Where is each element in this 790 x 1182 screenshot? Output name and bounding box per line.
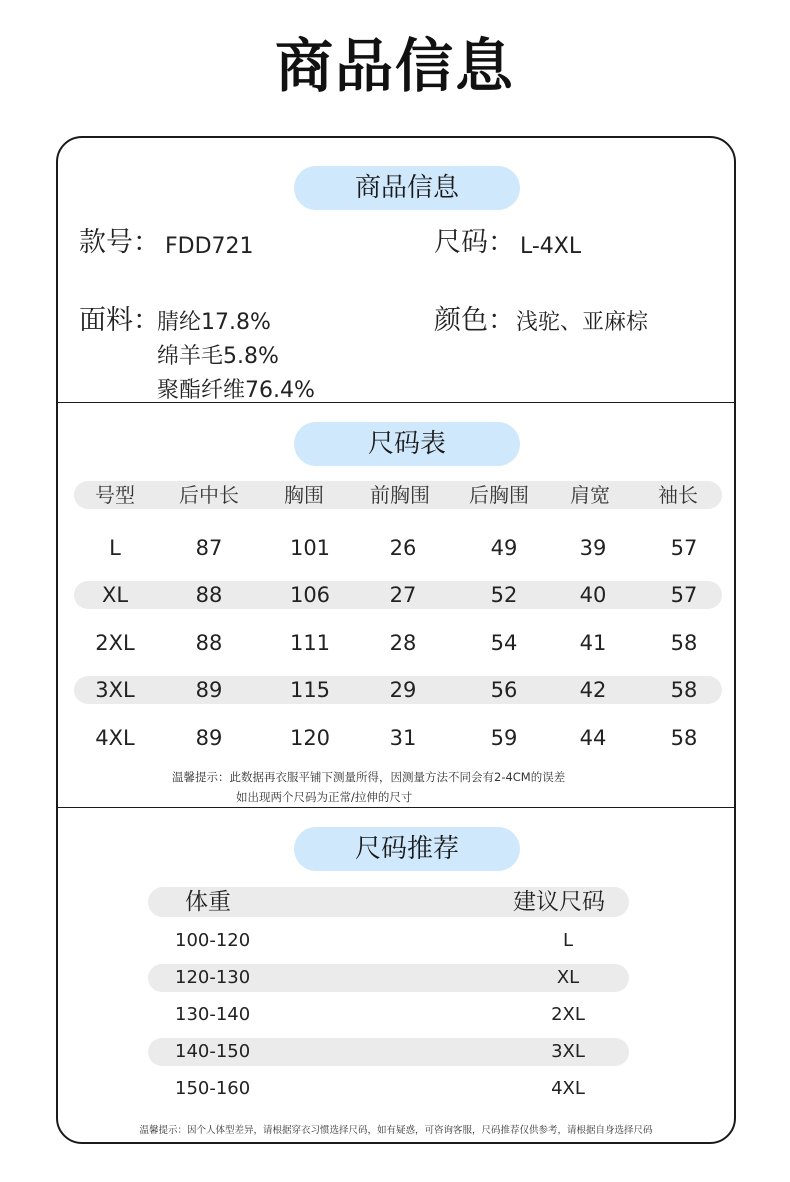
size-chart-header: 号型 — [95, 483, 135, 507]
size-cell: 29 — [389, 678, 417, 702]
size-cell: 57 — [670, 583, 698, 607]
size-cell: 89 — [195, 678, 223, 702]
suggested-size-cell: L — [562, 930, 574, 951]
weight-cell: 100-120 — [175, 930, 251, 951]
section-divider — [58, 402, 734, 403]
size-chart-note: 温馨提示：此数据再衣服平铺下测量所得，因测量方法不同会有2-4CM的误差 — [172, 770, 566, 784]
size-cell: 87 — [195, 536, 223, 560]
size-cell: 115 — [289, 678, 331, 702]
size-chart-header: 肩宽 — [570, 483, 610, 507]
size-range-value: L-4XL — [520, 234, 582, 259]
weight-cell: 120-130 — [175, 967, 251, 988]
suggested-size-cell: 2XL — [551, 1004, 585, 1025]
size-cell: 111 — [289, 631, 331, 655]
section-divider — [58, 807, 734, 808]
size-cell: 42 — [579, 678, 607, 702]
size-chart-header: 后中长 — [179, 483, 239, 507]
size-cell: 58 — [670, 631, 698, 655]
recommend-bottom-note: 温馨提示：因个人体型差异，请根据穿衣习惯选择尺码，如有疑惑，可咨询客服，尺码推荐仅供参考，请根据自身选择尺码 — [139, 1125, 653, 1136]
size-cell: 49 — [490, 536, 518, 560]
size-cell: 120 — [289, 726, 331, 750]
size-cell: 31 — [389, 726, 417, 750]
size-recommend-pill: 尺码推荐 — [294, 827, 520, 871]
size-cell: 2XL — [95, 631, 135, 655]
size-cell: 101 — [289, 536, 331, 560]
weight-cell: 140-150 — [175, 1041, 251, 1062]
product-info-pill: 商品信息 — [294, 166, 520, 210]
suggested-size-header: 建议尺码 — [513, 889, 605, 915]
color-value: 浅驼、亚麻棕 — [516, 310, 649, 335]
size-cell: 56 — [490, 678, 518, 702]
page-title: 商品信息 — [274, 32, 515, 100]
size-cell: XL — [101, 583, 129, 607]
size-chart-note: 如出现两个尺码为正常/拉伸的尺寸 — [236, 790, 413, 804]
size-cell: 57 — [670, 536, 698, 560]
size-cell: 58 — [670, 678, 698, 702]
fabric-line: 绵羊毛5.8% — [157, 344, 279, 369]
size-cell: 4XL — [95, 726, 135, 750]
size-cell: 3XL — [95, 678, 135, 702]
size-cell: 52 — [490, 583, 518, 607]
fabric-label: 面料： — [79, 305, 160, 336]
size-chart-header: 前胸围 — [370, 483, 430, 507]
size-cell: 58 — [670, 726, 698, 750]
size-chart-pill: 尺码表 — [294, 422, 520, 466]
size-cell: 106 — [289, 583, 331, 607]
size-cell: 59 — [490, 726, 518, 750]
color-label: 颜色： — [434, 305, 515, 336]
size-cell: 28 — [389, 631, 417, 655]
size-chart-header: 胸围 — [284, 483, 324, 507]
size-cell: 54 — [490, 631, 518, 655]
size-chart-header: 袖长 — [658, 483, 698, 507]
size-cell: 88 — [195, 631, 223, 655]
suggested-size-cell: 4XL — [551, 1078, 585, 1099]
size-cell: 89 — [195, 726, 223, 750]
size-cell: 88 — [195, 583, 223, 607]
size-chart-header: 后胸围 — [469, 483, 529, 507]
product-info-card — [56, 136, 736, 1144]
size-cell: 27 — [389, 583, 417, 607]
size-cell: 44 — [579, 726, 607, 750]
size-cell: 40 — [579, 583, 607, 607]
weight-cell: 150-160 — [175, 1078, 251, 1099]
size-cell: 41 — [579, 631, 607, 655]
style-number-value: FDD721 — [165, 234, 254, 259]
suggested-size-cell: 3XL — [551, 1041, 585, 1062]
fabric-line: 腈纶17.8% — [157, 310, 271, 335]
weight-cell: 130-140 — [175, 1004, 251, 1025]
suggested-size-cell: XL — [556, 967, 580, 988]
size-cell: L — [109, 536, 121, 560]
weight-header: 体重 — [185, 889, 231, 915]
size-cell: 39 — [579, 536, 607, 560]
size-cell: 26 — [389, 536, 417, 560]
fabric-line: 聚酯纤维76.4% — [157, 378, 315, 403]
style-number-label: 款号： — [79, 227, 160, 258]
size-range-label: 尺码： — [434, 227, 515, 258]
